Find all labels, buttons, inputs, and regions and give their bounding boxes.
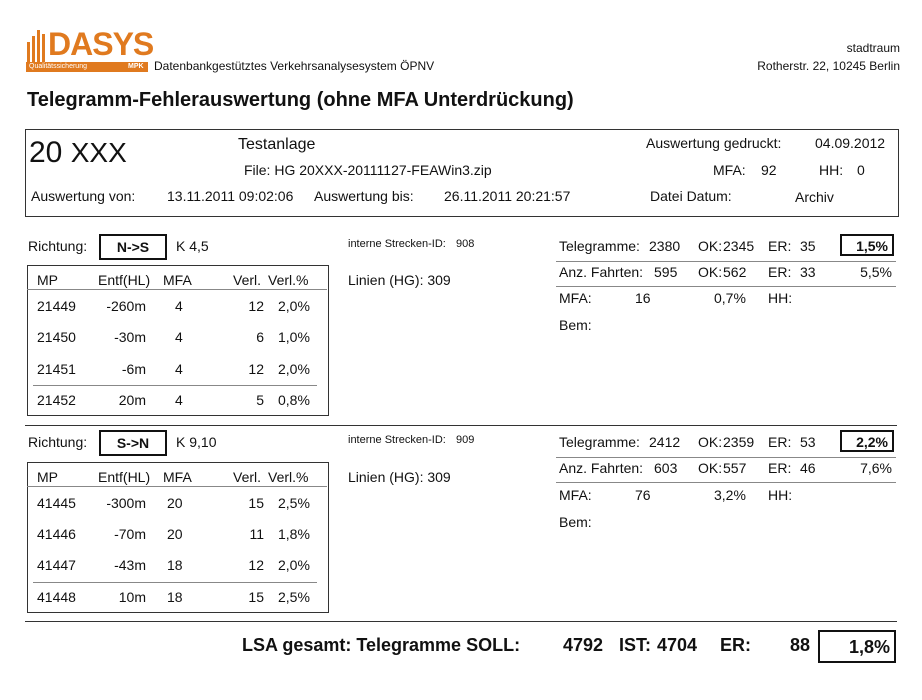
cell-entf: 20m bbox=[118, 392, 146, 408]
er-label: ER: bbox=[720, 635, 751, 655]
er-label: ER: bbox=[768, 264, 792, 280]
org-address: Rotherstr. 22, 10245 Berlin bbox=[757, 59, 900, 73]
soll-value: 4792 bbox=[563, 635, 604, 655]
ok-value: 2345 bbox=[723, 238, 755, 254]
strecken-id: 908 bbox=[456, 238, 475, 250]
k-value: K 9,10 bbox=[176, 434, 217, 450]
direction-badge: N->S bbox=[99, 234, 167, 260]
ok-value: 2359 bbox=[723, 434, 755, 450]
tel-label: Telegramme: bbox=[559, 434, 640, 450]
th-mp: MP bbox=[37, 272, 58, 288]
hh-label: HH: bbox=[819, 162, 844, 178]
hh-value: 0 bbox=[857, 162, 865, 178]
th-mfa: MFA bbox=[163, 272, 192, 288]
logo-sub-right: MPK bbox=[128, 63, 144, 70]
cell-mfa: 4 bbox=[175, 329, 183, 345]
tel-label: Telegramme: bbox=[559, 238, 640, 254]
cell-entf: -30m bbox=[114, 329, 146, 345]
th-verl: Verl. bbox=[233, 272, 262, 288]
strecken-id: 909 bbox=[456, 434, 475, 446]
th-mfa: MFA bbox=[163, 469, 192, 485]
cell-verl-pct: 2,5% bbox=[278, 495, 310, 511]
ok-label: OK: bbox=[698, 264, 723, 280]
from-label: Auswertung von: bbox=[31, 188, 136, 204]
cell-mp: 41447 bbox=[37, 557, 76, 573]
mfa-label: MFA: bbox=[559, 487, 592, 503]
site-name: Testanlage bbox=[238, 136, 316, 153]
cell-verl: 12 bbox=[248, 298, 264, 314]
cell-entf: -70m bbox=[114, 526, 146, 542]
file-date-value: Archiv bbox=[795, 189, 834, 205]
k-value: K 4,5 bbox=[176, 238, 209, 254]
cell-verl-pct: 2,0% bbox=[278, 557, 310, 573]
hh-label: HH: bbox=[768, 290, 793, 306]
cell-mp: 21451 bbox=[37, 361, 76, 377]
ist-label: IST: bbox=[619, 635, 652, 655]
er-value: 33 bbox=[800, 264, 816, 280]
mfa-value: 76 bbox=[635, 487, 651, 503]
org-name: stadtraum bbox=[846, 41, 900, 55]
cell-mfa: 18 bbox=[167, 589, 183, 605]
er-value: 53 bbox=[800, 434, 816, 450]
mfa-pct: 3,2% bbox=[714, 487, 746, 503]
printed-date: 04.09.2012 bbox=[815, 135, 886, 151]
cell-verl: 15 bbox=[248, 589, 264, 605]
logo-sub-left: Qualitätssicherung bbox=[29, 63, 87, 70]
er-label: ER: bbox=[768, 460, 792, 476]
cell-mp: 41448 bbox=[37, 589, 76, 605]
stats-divider bbox=[556, 286, 896, 287]
th-entf: Entf(HL) bbox=[98, 469, 151, 485]
cell-mfa: 18 bbox=[167, 557, 183, 573]
file-name: File: HG 20XXX-20111127-FEAWin3.zip bbox=[244, 162, 492, 178]
er-value: 35 bbox=[800, 238, 816, 254]
hh-label: HH: bbox=[768, 487, 793, 503]
to-value: 26.11.2011 20:21:57 bbox=[444, 188, 571, 204]
direction-badge: S->N bbox=[99, 430, 167, 456]
mfa-label: MFA: bbox=[559, 290, 592, 306]
row-divider bbox=[33, 385, 317, 386]
cell-mfa: 4 bbox=[175, 392, 183, 408]
cell-mfa: 4 bbox=[175, 298, 183, 314]
fahrten-value: 595 bbox=[654, 264, 678, 280]
footer-divider bbox=[25, 621, 897, 622]
total-pct-badge: 1,8% bbox=[818, 630, 896, 663]
cell-verl-pct: 1,8% bbox=[278, 526, 310, 542]
ok-value: 562 bbox=[723, 264, 747, 280]
cell-entf: -6m bbox=[121, 361, 146, 377]
linien: Linien (HG): 309 bbox=[348, 272, 451, 288]
tagline: Datenbankgestütztes Verkehrsanalysesystem ÖPNV bbox=[154, 59, 435, 73]
fahrten-pct: 5,5% bbox=[860, 264, 892, 280]
cell-mfa: 4 bbox=[175, 361, 183, 377]
ok-label: OK: bbox=[698, 238, 723, 254]
cell-mfa: 20 bbox=[167, 495, 183, 511]
stats-divider bbox=[556, 261, 896, 262]
cell-verl: 12 bbox=[248, 557, 264, 573]
mfa-value: 92 bbox=[761, 162, 777, 178]
row-divider bbox=[33, 582, 317, 583]
richtung-label: Richtung: bbox=[28, 238, 88, 254]
cell-entf: -300m bbox=[106, 495, 146, 511]
cell-verl-pct: 2,5% bbox=[278, 589, 310, 605]
er-pct-badge: 2,2% bbox=[840, 430, 894, 452]
cell-entf: -43m bbox=[114, 557, 146, 573]
site-id-number: 20 bbox=[29, 136, 63, 169]
th-verl: Verl. bbox=[233, 469, 262, 485]
site-id-suffix: XXX bbox=[70, 137, 127, 168]
er-value: 46 bbox=[800, 460, 816, 476]
strecken-label: interne Strecken-ID: bbox=[348, 434, 446, 446]
stats-divider bbox=[556, 482, 896, 483]
bem-label: Bem: bbox=[559, 317, 592, 333]
mfa-pct: 0,7% bbox=[714, 290, 746, 306]
fahrten-label: Anz. Fahrten: bbox=[559, 264, 644, 280]
fahrten-label: Anz. Fahrten: bbox=[559, 460, 644, 476]
strecken-label: interne Strecken-ID: bbox=[348, 238, 446, 250]
table-header-divider bbox=[27, 289, 327, 290]
cell-entf: -260m bbox=[106, 298, 146, 314]
ist-value: 4704 bbox=[657, 635, 698, 655]
cell-verl: 15 bbox=[248, 495, 264, 511]
th-verl-pct: Verl.% bbox=[268, 469, 309, 485]
cell-mp: 41446 bbox=[37, 526, 76, 542]
cell-verl-pct: 2,0% bbox=[278, 361, 310, 377]
mfa-label: MFA: bbox=[713, 162, 746, 178]
cell-verl-pct: 0,8% bbox=[278, 392, 310, 408]
page-title: Telegramm-Fehlerauswertung (ohne MFA Unterdrückung) bbox=[27, 89, 574, 111]
cell-mp: 21452 bbox=[37, 392, 76, 408]
stats-divider bbox=[556, 457, 896, 458]
cell-mp: 21449 bbox=[37, 298, 76, 314]
th-mp: MP bbox=[37, 469, 58, 485]
from-value: 13.11.2011 09:02:06 bbox=[167, 188, 294, 204]
printed-label: Auswertung gedruckt: bbox=[646, 135, 782, 151]
cell-verl: 6 bbox=[256, 329, 264, 345]
site-id bbox=[29, 136, 127, 170]
ok-label: OK: bbox=[698, 460, 723, 476]
tel-value: 2380 bbox=[649, 238, 681, 254]
linien: Linien (HG): 309 bbox=[348, 469, 451, 485]
cell-mp: 41445 bbox=[37, 495, 76, 511]
fahrten-value: 603 bbox=[654, 460, 678, 476]
th-verl-pct: Verl.% bbox=[268, 272, 309, 288]
cell-verl: 12 bbox=[248, 361, 264, 377]
to-label: Auswertung bis: bbox=[314, 188, 414, 204]
cell-entf: 10m bbox=[118, 589, 146, 605]
ok-value: 557 bbox=[723, 460, 747, 476]
er-value: 88 bbox=[790, 635, 811, 655]
tel-value: 2412 bbox=[649, 434, 681, 450]
ok-label: OK: bbox=[698, 434, 723, 450]
section-divider bbox=[25, 425, 897, 426]
er-label: ER: bbox=[768, 238, 792, 254]
er-label: ER: bbox=[768, 434, 792, 450]
logo-text: DASYS bbox=[48, 26, 154, 62]
logo-bars-icon bbox=[26, 28, 48, 62]
cell-mfa: 20 bbox=[167, 526, 183, 542]
cell-verl: 5 bbox=[256, 392, 264, 408]
cell-mp: 21450 bbox=[37, 329, 76, 345]
file-date-label: Datei Datum: bbox=[650, 188, 732, 204]
cell-verl-pct: 2,0% bbox=[278, 298, 310, 314]
mfa-value: 16 bbox=[635, 290, 651, 306]
table-header-divider bbox=[27, 486, 327, 487]
totals-label: LSA gesamt: Telegramme SOLL: bbox=[242, 635, 521, 655]
bem-label: Bem: bbox=[559, 514, 592, 530]
cell-verl: 11 bbox=[249, 526, 264, 542]
richtung-label: Richtung: bbox=[28, 434, 88, 450]
er-pct-badge: 1,5% bbox=[840, 234, 894, 256]
th-entf: Entf(HL) bbox=[98, 272, 151, 288]
fahrten-pct: 7,6% bbox=[860, 460, 892, 476]
cell-verl-pct: 1,0% bbox=[278, 329, 310, 345]
